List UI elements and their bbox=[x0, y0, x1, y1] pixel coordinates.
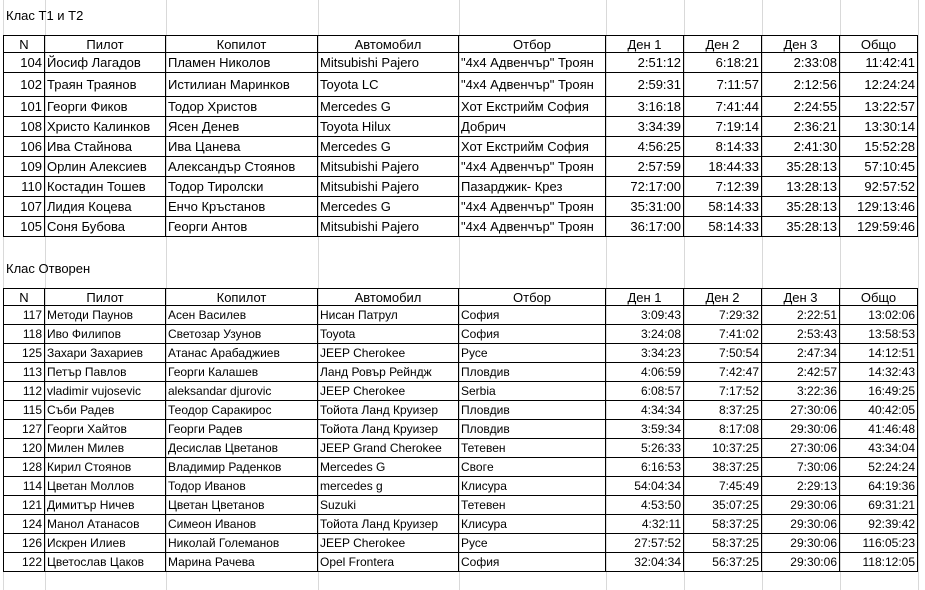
cell-number[interactable]: 110 bbox=[3, 177, 45, 197]
table-row bbox=[0, 534, 925, 553]
cell-number[interactable]: 120 bbox=[3, 439, 45, 458]
cell-total[interactable]: 57:10:45 bbox=[840, 157, 918, 177]
cell-team[interactable]: Пловдив bbox=[459, 363, 606, 382]
cell-number[interactable]: 126 bbox=[3, 534, 45, 553]
table-row bbox=[0, 458, 925, 477]
cell-car[interactable]: Mercedes G bbox=[318, 197, 459, 217]
cell-team[interactable]: Тетевен bbox=[459, 439, 606, 458]
cell-day1[interactable]: 3:59:34 bbox=[606, 420, 684, 439]
header-day3[interactable]: Ден 3 bbox=[762, 35, 840, 53]
cell-car[interactable]: JEEP Cherokee bbox=[318, 534, 459, 553]
table-row bbox=[0, 496, 925, 515]
header-car[interactable]: Автомобил bbox=[318, 35, 459, 53]
cell-team[interactable]: "4х4 Адвенчър" Троян bbox=[459, 197, 606, 217]
cell-copilot[interactable]: Георги Радев bbox=[166, 420, 318, 439]
cell-day2[interactable]: 38:37:25 bbox=[684, 458, 762, 477]
cell-day2[interactable]: 8:14:33 bbox=[684, 137, 762, 157]
cell-day2[interactable]: 6:18:21 bbox=[684, 53, 762, 73]
table-row bbox=[0, 197, 925, 217]
cell-team[interactable]: "4х4 Адвенчър" Троян bbox=[459, 217, 606, 237]
cell-car[interactable]: Suzuki bbox=[318, 496, 459, 515]
header-team[interactable]: Отбор bbox=[459, 288, 606, 306]
header-team[interactable]: Отбор bbox=[459, 35, 606, 53]
cell-day1[interactable]: 35:31:00 bbox=[606, 197, 684, 217]
cell-total[interactable]: 11:42:41 bbox=[840, 53, 918, 73]
cell-car[interactable]: Mercedes G bbox=[318, 458, 459, 477]
cell-team[interactable]: Клисура bbox=[459, 515, 606, 534]
cell-car[interactable]: Тойота Ланд Круизер bbox=[318, 515, 459, 534]
cell-day2[interactable]: 7:29:32 bbox=[684, 306, 762, 325]
cell-team[interactable]: Хот Екстрийм София bbox=[459, 137, 606, 157]
cell-team[interactable]: Русе bbox=[459, 534, 606, 553]
cell-number[interactable]: 125 bbox=[3, 344, 45, 363]
cell-day1[interactable]: 3:34:23 bbox=[606, 344, 684, 363]
cell-pilot[interactable]: Орлин Алексиев bbox=[45, 157, 166, 177]
cell-number[interactable]: 106 bbox=[3, 137, 45, 157]
cell-total[interactable]: 41:46:48 bbox=[840, 420, 918, 439]
cell-number[interactable]: 127 bbox=[3, 420, 45, 439]
cell-day1[interactable]: 3:34:39 bbox=[606, 117, 684, 137]
cell-day3[interactable]: 2:41:30 bbox=[762, 137, 840, 157]
table-row bbox=[0, 157, 925, 177]
cell-copilot[interactable]: Марина Рачева bbox=[166, 553, 318, 572]
section-title-text: Клас Т1 и Т2 bbox=[6, 7, 84, 23]
cell-pilot[interactable]: Соня Бубова bbox=[45, 217, 166, 237]
table-row bbox=[0, 73, 925, 97]
header-total[interactable]: Общо bbox=[840, 288, 918, 306]
cell-team[interactable]: "4х4 Адвенчър" Троян bbox=[459, 53, 606, 73]
cell-total[interactable]: 12:24:24 bbox=[840, 73, 918, 97]
cell-day2[interactable]: 35:07:25 bbox=[684, 496, 762, 515]
header-day1[interactable]: Ден 1 bbox=[606, 35, 684, 53]
cell-number[interactable]: 122 bbox=[3, 553, 45, 572]
cell-team[interactable]: Добрич bbox=[459, 117, 606, 137]
cell-day2[interactable]: 58:14:33 bbox=[684, 217, 762, 237]
table-row bbox=[0, 515, 925, 534]
cell-pilot[interactable]: Иво Филипов bbox=[45, 325, 166, 344]
cell-day1[interactable]: 6:08:57 bbox=[606, 382, 684, 401]
header-pilot[interactable]: Пилот bbox=[45, 288, 166, 306]
cell-copilot[interactable]: Светозар Узунов bbox=[166, 325, 318, 344]
cell-team[interactable]: София bbox=[459, 306, 606, 325]
cell-team[interactable]: Тетевен bbox=[459, 496, 606, 515]
cell-total[interactable]: 13:30:14 bbox=[840, 117, 918, 137]
cell-car[interactable]: Toyota LC bbox=[318, 73, 459, 97]
cell-day1[interactable]: 3:16:18 bbox=[606, 97, 684, 117]
cell-day1[interactable]: 2:57:59 bbox=[606, 157, 684, 177]
table-row bbox=[0, 306, 925, 325]
cell-car[interactable]: Mitsubishi Pajero bbox=[318, 53, 459, 73]
cell-car[interactable]: Toyota Hilux bbox=[318, 117, 459, 137]
table-row bbox=[0, 325, 925, 344]
cell-pilot[interactable]: Траян Траянов bbox=[45, 73, 166, 97]
cell-number[interactable]: 115 bbox=[3, 401, 45, 420]
cell-day2[interactable]: 58:37:25 bbox=[684, 534, 762, 553]
cell-copilot[interactable]: Ива Цанева bbox=[166, 137, 318, 157]
cell-number[interactable]: 101 bbox=[3, 97, 45, 117]
cell-day2[interactable]: 8:17:08 bbox=[684, 420, 762, 439]
cell-day1[interactable]: 72:17:00 bbox=[606, 177, 684, 197]
cell-day1[interactable]: 4:32:11 bbox=[606, 515, 684, 534]
header-number[interactable]: N bbox=[3, 35, 45, 53]
cell-day3[interactable]: 2:22:51 bbox=[762, 306, 840, 325]
cell-total[interactable]: 92:39:42 bbox=[840, 515, 918, 534]
cell-total[interactable]: 52:24:24 bbox=[840, 458, 918, 477]
cell-day3[interactable]: 2:24:55 bbox=[762, 97, 840, 117]
cell-number[interactable]: 114 bbox=[3, 477, 45, 496]
cell-day1[interactable]: 4:53:50 bbox=[606, 496, 684, 515]
cell-car[interactable]: Toyota bbox=[318, 325, 459, 344]
cell-day1[interactable]: 32:04:34 bbox=[606, 553, 684, 572]
table-row bbox=[0, 137, 925, 157]
cell-day1[interactable]: 4:56:25 bbox=[606, 137, 684, 157]
cell-day3[interactable]: 29:30:06 bbox=[762, 496, 840, 515]
cell-number[interactable]: 128 bbox=[3, 458, 45, 477]
cell-copilot[interactable]: Пламен Николов bbox=[166, 53, 318, 73]
cell-day3[interactable]: 2:53:43 bbox=[762, 325, 840, 344]
cell-number[interactable]: 107 bbox=[3, 197, 45, 217]
cell-car[interactable]: Тойота Ланд Круизер bbox=[318, 401, 459, 420]
cell-day2[interactable]: 58:37:25 bbox=[684, 515, 762, 534]
cell-copilot[interactable]: Георги Калашев bbox=[166, 363, 318, 382]
cell-team[interactable]: Пловдив bbox=[459, 401, 606, 420]
header-number[interactable]: N bbox=[3, 288, 45, 306]
cell-day1[interactable]: 36:17:00 bbox=[606, 217, 684, 237]
cell-car[interactable]: JEEP Cherokee bbox=[318, 344, 459, 363]
cell-total[interactable]: 13:02:06 bbox=[840, 306, 918, 325]
cell-car[interactable]: Mercedes G bbox=[318, 137, 459, 157]
cell-day1[interactable]: 3:09:43 bbox=[606, 306, 684, 325]
cell-pilot[interactable]: Искрен Илиев bbox=[45, 534, 166, 553]
cell-day3[interactable]: 35:28:13 bbox=[762, 197, 840, 217]
table-row bbox=[0, 117, 925, 137]
cell-copilot[interactable]: Теодор Саракирос bbox=[166, 401, 318, 420]
cell-number[interactable]: 112 bbox=[3, 382, 45, 401]
cell-copilot[interactable]: Георги Антов bbox=[166, 217, 318, 237]
cell-copilot[interactable]: Тодор Христов bbox=[166, 97, 318, 117]
cell-copilot[interactable]: Цветан Цветанов bbox=[166, 496, 318, 515]
header-total[interactable]: Общо bbox=[840, 35, 918, 53]
cell-copilot[interactable]: Тодор Тиролски bbox=[166, 177, 318, 197]
cell-pilot[interactable]: Костадин Тошев bbox=[45, 177, 166, 197]
cell-day3[interactable]: 7:30:06 bbox=[762, 458, 840, 477]
cell-car[interactable]: Тойота Ланд Круизер bbox=[318, 420, 459, 439]
cell-pilot[interactable]: Цветан Моллов bbox=[45, 477, 166, 496]
cell-car[interactable]: JEEP Grand Cherokee bbox=[318, 439, 459, 458]
cell-team[interactable]: Serbia bbox=[459, 382, 606, 401]
cell-team[interactable]: Свогe bbox=[459, 458, 606, 477]
table-row bbox=[0, 177, 925, 197]
cell-number[interactable]: 121 bbox=[3, 496, 45, 515]
cell-team[interactable]: Клисура bbox=[459, 477, 606, 496]
cell-team[interactable]: Русе bbox=[459, 344, 606, 363]
cell-day1[interactable]: 5:26:33 bbox=[606, 439, 684, 458]
cell-number[interactable]: 124 bbox=[3, 515, 45, 534]
cell-day2[interactable]: 10:37:25 bbox=[684, 439, 762, 458]
cell-day1[interactable]: 6:16:53 bbox=[606, 458, 684, 477]
cell-pilot[interactable]: Йосиф Лагадов bbox=[45, 53, 166, 73]
cell-day3[interactable]: 2:47:34 bbox=[762, 344, 840, 363]
cell-total[interactable]: 129:59:46 bbox=[840, 217, 918, 237]
cell-total[interactable]: 43:34:04 bbox=[840, 439, 918, 458]
cell-pilot[interactable]: Георги Хайтов bbox=[45, 420, 166, 439]
cell-day3[interactable]: 29:30:06 bbox=[762, 515, 840, 534]
cell-team[interactable]: Пловдив bbox=[459, 420, 606, 439]
cell-copilot[interactable]: Симеон Иванов bbox=[166, 515, 318, 534]
cell-total[interactable]: 64:19:36 bbox=[840, 477, 918, 496]
cell-day2[interactable]: 7:17:52 bbox=[684, 382, 762, 401]
cell-pilot[interactable]: Петър Павлов bbox=[45, 363, 166, 382]
cell-team[interactable]: Хот Екстрийм София bbox=[459, 97, 606, 117]
cell-copilot[interactable]: aleksandar djurovic bbox=[166, 382, 318, 401]
cell-car[interactable]: Mitsubishi Pajero bbox=[318, 157, 459, 177]
table-row bbox=[0, 363, 925, 382]
table-row bbox=[0, 477, 925, 496]
cell-day2[interactable]: 58:14:33 bbox=[684, 197, 762, 217]
cell-copilot[interactable]: Владимир Раденков bbox=[166, 458, 318, 477]
cell-day1[interactable]: 2:51:12 bbox=[606, 53, 684, 73]
cell-day3[interactable]: 29:30:06 bbox=[762, 534, 840, 553]
cell-day2[interactable]: 7:41:02 bbox=[684, 325, 762, 344]
cell-day1[interactable]: 54:04:34 bbox=[606, 477, 684, 496]
cell-car[interactable]: Mitsubishi Pajero bbox=[318, 177, 459, 197]
cell-total[interactable]: 92:57:52 bbox=[840, 177, 918, 197]
cell-day1[interactable]: 3:24:08 bbox=[606, 325, 684, 344]
cell-copilot[interactable]: Десислав Цветанов bbox=[166, 439, 318, 458]
cell-day3[interactable]: 2:33:08 bbox=[762, 53, 840, 73]
cell-day3[interactable]: 2:42:57 bbox=[762, 363, 840, 382]
cell-total[interactable]: 16:49:25 bbox=[840, 382, 918, 401]
header-pilot[interactable]: Пилот bbox=[45, 35, 166, 53]
cell-day2[interactable]: 7:11:57 bbox=[684, 73, 762, 97]
table-row bbox=[0, 553, 925, 572]
cell-team[interactable]: "4х4 Адвенчър" Троян bbox=[459, 157, 606, 177]
cell-car[interactable]: Ланд Ровър Рейндж bbox=[318, 363, 459, 382]
cell-total[interactable]: 129:13:46 bbox=[840, 197, 918, 217]
cell-number[interactable]: 102 bbox=[3, 73, 45, 97]
cell-total[interactable]: 14:12:51 bbox=[840, 344, 918, 363]
header-day2[interactable]: Ден 2 bbox=[684, 288, 762, 306]
cell-pilot[interactable]: Христо Калинков bbox=[45, 117, 166, 137]
cell-day1[interactable]: 27:57:52 bbox=[606, 534, 684, 553]
header-day3[interactable]: Ден 3 bbox=[762, 288, 840, 306]
cell-team[interactable]: Пазарджик- Крез bbox=[459, 177, 606, 197]
cell-total[interactable]: 69:31:21 bbox=[840, 496, 918, 515]
table-row bbox=[0, 97, 925, 117]
cell-number[interactable]: 113 bbox=[3, 363, 45, 382]
section-title bbox=[0, 6, 925, 24]
cell-day3[interactable]: 3:22:36 bbox=[762, 382, 840, 401]
cell-day2[interactable]: 8:37:25 bbox=[684, 401, 762, 420]
cell-pilot[interactable]: Лидия Коцева bbox=[45, 197, 166, 217]
table-row bbox=[0, 401, 925, 420]
cell-pilot[interactable]: Георги Фиков bbox=[45, 97, 166, 117]
cell-total[interactable]: 118:12:05 bbox=[840, 553, 918, 572]
cell-number[interactable]: 118 bbox=[3, 325, 45, 344]
cell-car[interactable]: mercedes g bbox=[318, 477, 459, 496]
cell-day2[interactable]: 7:19:14 bbox=[684, 117, 762, 137]
cell-day3[interactable]: 13:28:13 bbox=[762, 177, 840, 197]
cell-car[interactable]: Нисан Патрул bbox=[318, 306, 459, 325]
cell-pilot[interactable]: vladimir vujosevic bbox=[45, 382, 166, 401]
cell-pilot[interactable]: Цветослав Цаков bbox=[45, 553, 166, 572]
cell-pilot[interactable]: Ива Стайнова bbox=[45, 137, 166, 157]
table-header-row bbox=[0, 35, 925, 53]
cell-day3[interactable]: 29:30:06 bbox=[762, 553, 840, 572]
cell-number[interactable]: 109 bbox=[3, 157, 45, 177]
cell-day2[interactable]: 7:45:49 bbox=[684, 477, 762, 496]
cell-copilot[interactable]: Тодор Иванов bbox=[166, 477, 318, 496]
cell-day2[interactable]: 18:44:33 bbox=[684, 157, 762, 177]
cell-day3[interactable]: 2:12:56 bbox=[762, 73, 840, 97]
cell-copilot[interactable]: Асен Василев bbox=[166, 306, 318, 325]
cell-pilot[interactable]: Милен Милев bbox=[45, 439, 166, 458]
cell-day3[interactable]: 35:28:13 bbox=[762, 217, 840, 237]
cell-pilot[interactable]: Съби Радев bbox=[45, 401, 166, 420]
cell-total[interactable]: 13:22:57 bbox=[840, 97, 918, 117]
table-row bbox=[0, 439, 925, 458]
cell-total[interactable]: 40:42:05 bbox=[840, 401, 918, 420]
cell-copilot[interactable]: Ясен Денев bbox=[166, 117, 318, 137]
table-row bbox=[0, 217, 925, 237]
cell-day2[interactable]: 7:41:44 bbox=[684, 97, 762, 117]
cell-day3[interactable]: 2:36:21 bbox=[762, 117, 840, 137]
cell-day1[interactable]: 2:59:31 bbox=[606, 73, 684, 97]
cell-day3[interactable]: 27:30:06 bbox=[762, 439, 840, 458]
header-copilot[interactable]: Копилот bbox=[166, 35, 318, 53]
cell-number[interactable]: 105 bbox=[3, 217, 45, 237]
cell-day3[interactable]: 2:29:13 bbox=[762, 477, 840, 496]
table-header-row bbox=[0, 288, 925, 306]
section-title bbox=[0, 259, 925, 277]
cell-team[interactable]: София bbox=[459, 325, 606, 344]
cell-pilot[interactable]: Манол Атанасов bbox=[45, 515, 166, 534]
table-row bbox=[0, 53, 925, 73]
cell-car[interactable]: Mitsubishi Pajero bbox=[318, 217, 459, 237]
cell-pilot[interactable]: Методи Паунов bbox=[45, 306, 166, 325]
table-row bbox=[0, 344, 925, 363]
cell-car[interactable]: Mercedes G bbox=[318, 97, 459, 117]
header-copilot[interactable]: Копилот bbox=[166, 288, 318, 306]
cell-pilot[interactable]: Кирил Стоянов bbox=[45, 458, 166, 477]
table-row bbox=[0, 420, 925, 439]
cell-copilot[interactable]: Истилиан Маринков bbox=[166, 73, 318, 97]
cell-pilot[interactable]: Димитър Ничев bbox=[45, 496, 166, 515]
cell-day2[interactable]: 7:12:39 bbox=[684, 177, 762, 197]
cell-day1[interactable]: 4:06:59 bbox=[606, 363, 684, 382]
cell-day2[interactable]: 56:37:25 bbox=[684, 553, 762, 572]
cell-copilot[interactable]: Енчо Кръстанов bbox=[166, 197, 318, 217]
cell-total[interactable]: 116:05:23 bbox=[840, 534, 918, 553]
cell-total[interactable]: 15:52:28 bbox=[840, 137, 918, 157]
cell-number[interactable]: 108 bbox=[3, 117, 45, 137]
cell-car[interactable]: JEEP Cherokee bbox=[318, 382, 459, 401]
cell-day3[interactable]: 27:30:06 bbox=[762, 401, 840, 420]
header-day1[interactable]: Ден 1 bbox=[606, 288, 684, 306]
cell-day3[interactable]: 29:30:06 bbox=[762, 420, 840, 439]
cell-team[interactable]: София bbox=[459, 553, 606, 572]
cell-car[interactable]: Opel Frontera bbox=[318, 553, 459, 572]
cell-number[interactable]: 117 bbox=[3, 306, 45, 325]
header-car[interactable]: Автомобил bbox=[318, 288, 459, 306]
cell-copilot[interactable]: Александър Стоянов bbox=[166, 157, 318, 177]
table-row bbox=[0, 382, 925, 401]
cell-day2[interactable]: 7:42:47 bbox=[684, 363, 762, 382]
header-day2[interactable]: Ден 2 bbox=[684, 35, 762, 53]
section-title-text: Клас Отворен bbox=[6, 260, 91, 276]
cell-copilot[interactable]: Николай Големанов bbox=[166, 534, 318, 553]
cell-team[interactable]: "4х4 Адвенчър" Троян bbox=[459, 73, 606, 97]
cell-copilot[interactable]: Атанас Арабаджиев bbox=[166, 344, 318, 363]
cell-pilot[interactable]: Захари Захариев bbox=[45, 344, 166, 363]
cell-total[interactable]: 14:32:43 bbox=[840, 363, 918, 382]
cell-day3[interactable]: 35:28:13 bbox=[762, 157, 840, 177]
cell-number[interactable]: 104 bbox=[3, 53, 45, 73]
cell-total[interactable]: 13:58:53 bbox=[840, 325, 918, 344]
cell-day1[interactable]: 4:34:34 bbox=[606, 401, 684, 420]
cell-day2[interactable]: 7:50:54 bbox=[684, 344, 762, 363]
